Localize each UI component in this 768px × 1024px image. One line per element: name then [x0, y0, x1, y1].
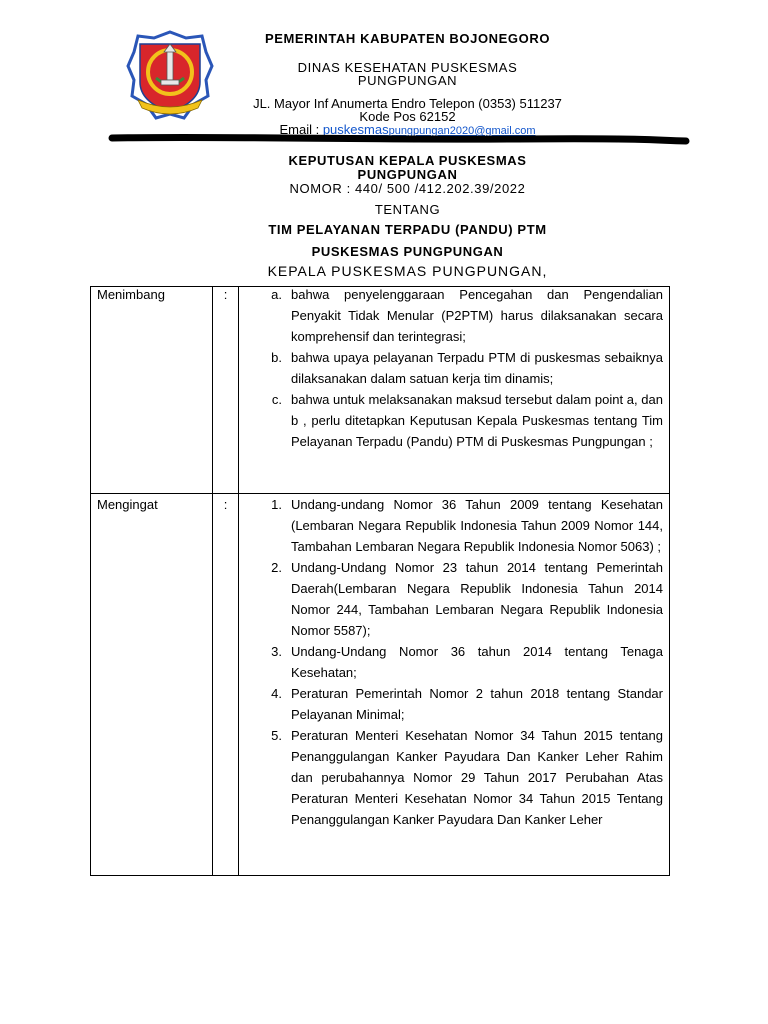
list-marker: c.	[271, 392, 282, 407]
decree-subject-line1: TIM PELAYANAN TERPADU (PANDU) PTM	[268, 222, 547, 237]
list-item	[239, 683, 663, 725]
email-user-part[interactable]: puskesmas	[322, 122, 389, 137]
decree-subject-line2: PUSKESMAS PUNGPUNGAN	[311, 244, 504, 259]
menimbang-row	[91, 287, 669, 494]
department-name-line2: PUNGPUNGAN	[357, 73, 458, 88]
list-marker: 4.	[271, 686, 282, 701]
list-item	[239, 389, 663, 452]
list-text: Undang-Undang Nomor 23 tahun 2014 tentang Pemerintah Daerah(Lembaran Negara Republik Indonesia Tahun 2014 Nomor 244, Tambahan Lembaran Negara Republik Indonesia Nomor 5587);	[291, 560, 663, 638]
government-name: PEMERINTAH KABUPATEN BOJONEGORO	[264, 31, 551, 46]
email-domain-part[interactable]: pungpungan2020@gmail.com	[388, 125, 536, 137]
mengingat-colon-cell	[212, 494, 238, 875]
menimbang-label-cell	[91, 287, 212, 493]
list-marker: 5.	[271, 728, 282, 743]
list-marker: a.	[271, 287, 282, 302]
mengingat-label-cell	[91, 494, 212, 875]
decree-issuer: KEPALA PUSKESMAS PUNGPUNGAN,	[267, 263, 548, 279]
list-text: Peraturan Pemerintah Nomor 2 tahun 2018 tentang Standar Pelayanan Minimal;	[291, 686, 663, 722]
list-marker: 2.	[271, 560, 282, 575]
menimbang-content-cell	[238, 287, 669, 493]
list-marker: 3.	[271, 644, 282, 659]
list-marker: 1.	[271, 497, 282, 512]
list-item	[239, 641, 663, 683]
email-label: Email :	[279, 122, 323, 137]
list-text: Undang-undang Nomor 36 Tahun 2009 tentang Kesehatan (Lembaran Negara Republik Indonesia Tahun 2009 Nomor 144, Tambahan Lembaran Negara Republik Indonesia Nomor 5063) ;	[291, 497, 663, 554]
mengingat-content-cell	[238, 494, 669, 875]
mengingat-label: Mengingat	[97, 497, 158, 512]
list-item	[239, 557, 663, 641]
letterhead-divider	[108, 130, 692, 148]
mengingat-colon: :	[223, 497, 228, 512]
list-item	[239, 725, 663, 830]
list-item	[239, 284, 663, 347]
list-text: Undang-Undang Nomor 36 tahun 2014 tentang Tenaga Kesehatan;	[291, 644, 663, 680]
list-item	[239, 494, 663, 557]
department-name-line1: DINAS KESEHATAN PUSKESMAS	[297, 60, 518, 75]
list-text: bahwa penyelenggaraan Pencegahan dan Pengendalian Penyakit Tidak Menular (P2PTM) harus dilaksanakan secara komprehensif dan terintegrasi;	[291, 287, 663, 344]
decree-about: TENTANG	[374, 202, 441, 217]
decree-title-line2: PUNGPUNGAN	[357, 167, 458, 182]
address-line: JL. Mayor Inf Anumerta Endro Telepon (0353) 511237	[253, 96, 562, 111]
menimbang-label: Menimbang	[97, 287, 165, 302]
decree-number: NOMOR : 440/ 500 /412.202.39/2022	[289, 181, 526, 196]
list-text: Peraturan Menteri Kesehatan Nomor 34 Tahun 2015 tentang Penanggulangan Kanker Payudara Dan Kanker Leher Rahim dan perubahannya Nomor 29 Tahun 2017 Perubahan Atas Peraturan Menteri Kesehatan Nomor 34 Tahun 2015 Tentang Penanggulangan Kanker Payudara Dan Kanker Leher	[291, 728, 663, 827]
menimbang-colon: :	[223, 287, 228, 302]
list-text: bahwa untuk melaksanakan maksud tersebut dalam point a, dan b , perlu ditetapkan Keputusan Kepala Puskesmas tentang Tim Pelayanan Terpadu (Pandu) PTM di Puskesmas Pungpungan ;	[291, 392, 663, 449]
menimbang-colon-cell	[212, 287, 238, 493]
list-item	[239, 347, 663, 389]
postal-code: Kode Pos 62152	[359, 109, 456, 124]
mengingat-row	[91, 494, 669, 875]
list-text: bahwa upaya pelayanan Terpadu PTM di puskesmas sebaiknya dilaksanakan dalam satuan kerja tim dinamis;	[291, 350, 663, 386]
considerations-table	[90, 286, 670, 876]
list-marker: b.	[271, 350, 282, 365]
decree-title-line1: KEPUTUSAN KEPALA PUSKESMAS	[288, 153, 527, 168]
